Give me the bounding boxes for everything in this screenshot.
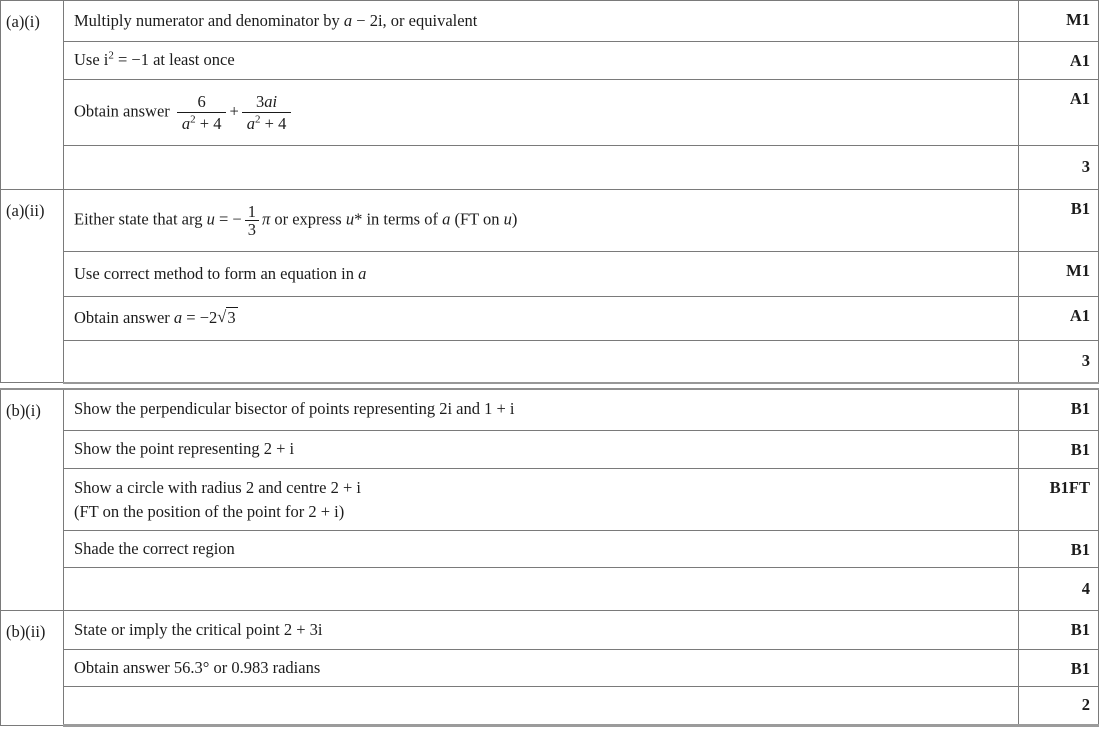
- mark-cell: B1: [1019, 389, 1099, 431]
- mark-row: [1, 469, 1099, 531]
- mark-cell: A1: [1019, 80, 1099, 146]
- criterion-text: Multiply numerator and denominator by: [74, 10, 344, 30]
- mark-row: [1, 531, 1099, 568]
- fraction: [245, 203, 259, 239]
- mark-cell: B1: [1019, 650, 1099, 687]
- criterion-cell: [64, 252, 1019, 297]
- criterion-cell: Show the point representing 2 + i: [64, 431, 1019, 469]
- math-var: a: [181, 114, 191, 133]
- mark-row: [1, 1, 1099, 42]
- mark-cell: M1: [1019, 252, 1099, 297]
- criterion-text: Use correct method to form an equation in: [74, 263, 359, 283]
- total-row: [1, 568, 1099, 611]
- superscript: 2: [190, 113, 196, 126]
- criterion-text: Obtain answer: [74, 308, 174, 328]
- fraction-denominator: 3: [245, 220, 259, 238]
- criterion-cell: [64, 469, 1019, 531]
- criterion-text: Either state that arg: [74, 209, 207, 229]
- math-var: a: [358, 263, 367, 283]
- mark-cell: B1: [1019, 431, 1099, 469]
- criterion-text: − 2i, or equivalent: [352, 10, 478, 30]
- total-row: [1, 687, 1099, 726]
- math-var: u: [206, 209, 215, 229]
- math-text: = −2: [182, 308, 218, 328]
- criterion-cell: [64, 190, 1019, 252]
- math-text: = −: [214, 209, 242, 229]
- criterion-text: Obtain answer: [74, 101, 170, 121]
- part-label: (a)(ii): [1, 190, 64, 383]
- math-var: a: [343, 10, 353, 30]
- mark-row: [1, 611, 1099, 650]
- total-marks-cell: 3: [1019, 146, 1099, 190]
- fraction: [177, 93, 227, 133]
- mark-scheme-table-part-b: [0, 388, 1099, 728]
- criterion-text: (FT on: [450, 209, 504, 229]
- radical-sign: √: [217, 307, 227, 327]
- criterion-cell: [64, 42, 1019, 80]
- math-text: + 4: [260, 114, 287, 133]
- criterion-text: Use i: [74, 50, 109, 70]
- criterion-line-2: (FT on the position of the point for 2 + i): [74, 501, 345, 521]
- mark-row: [1, 252, 1099, 297]
- part-label: (a)(i): [1, 1, 64, 190]
- mark-row: [1, 389, 1099, 431]
- criterion-text: in terms of: [362, 209, 443, 229]
- math-var: a: [442, 209, 451, 229]
- criterion-text: ): [511, 209, 518, 229]
- math-text: + 4: [195, 114, 222, 133]
- math-var: ai: [264, 91, 278, 111]
- math-var: u: [345, 209, 355, 229]
- square-root: [217, 308, 237, 327]
- total-row: [1, 341, 1099, 383]
- fraction-numerator: 1: [247, 201, 256, 221]
- criterion-cell: State or imply the critical point 2 + 3i: [64, 611, 1019, 650]
- mark-cell: B1: [1019, 611, 1099, 650]
- mark-row: [1, 650, 1099, 687]
- mark-cell: B1: [1019, 531, 1099, 568]
- mark-row: [1, 190, 1099, 252]
- mark-row: [1, 431, 1099, 469]
- criterion-cell: Obtain answer 56.3° or 0.983 radians: [64, 650, 1019, 687]
- criterion-cell: [64, 80, 1019, 146]
- conjugate-star: *: [354, 209, 363, 229]
- empty-cell: [64, 341, 1019, 383]
- fraction-denominator: [177, 112, 227, 132]
- mark-cell: B1: [1019, 190, 1099, 252]
- radicand: 3: [227, 308, 236, 328]
- superscript: 2: [108, 49, 114, 62]
- mark-cell: A1: [1019, 297, 1099, 341]
- plus-operator: +: [229, 101, 239, 121]
- mark-row: [1, 42, 1099, 80]
- mark-row: [1, 297, 1099, 341]
- criterion-cell: [64, 297, 1019, 341]
- criterion-text: = −1 at least once: [113, 50, 235, 70]
- math-var: a: [173, 308, 183, 328]
- part-label: (b)(ii): [1, 611, 64, 726]
- criterion-cell: Shade the correct region: [64, 531, 1019, 568]
- empty-cell: [64, 687, 1019, 726]
- criterion-line-1: Show a circle with radius 2 and centre 2 + i: [74, 477, 361, 497]
- mark-cell: M1: [1019, 1, 1099, 42]
- mark-cell: B1FT: [1019, 469, 1099, 531]
- total-marks-cell: 4: [1019, 568, 1099, 611]
- math-var: a: [246, 114, 256, 133]
- fraction-numerator: 6: [197, 91, 206, 111]
- total-marks-cell: 3: [1019, 341, 1099, 383]
- total-row: [1, 146, 1099, 190]
- mark-row: [1, 80, 1099, 146]
- fraction-numerator: [242, 93, 292, 112]
- mark-cell: A1: [1019, 42, 1099, 80]
- math-text: 3: [256, 91, 265, 111]
- empty-cell: [64, 568, 1019, 611]
- fraction: [242, 93, 292, 133]
- total-marks-cell: 2: [1019, 687, 1099, 726]
- math-var: u: [503, 209, 512, 229]
- criterion-cell: [64, 1, 1019, 42]
- part-label: (b)(i): [1, 389, 64, 611]
- pi-symbol: π: [261, 209, 271, 229]
- criterion-text: or express: [270, 209, 346, 229]
- superscript: 2: [255, 113, 261, 126]
- criterion-cell: Show the perpendicular bisector of points representing 2i and 1 + i: [64, 389, 1019, 431]
- empty-cell: [64, 146, 1019, 190]
- fraction-denominator: [242, 112, 292, 132]
